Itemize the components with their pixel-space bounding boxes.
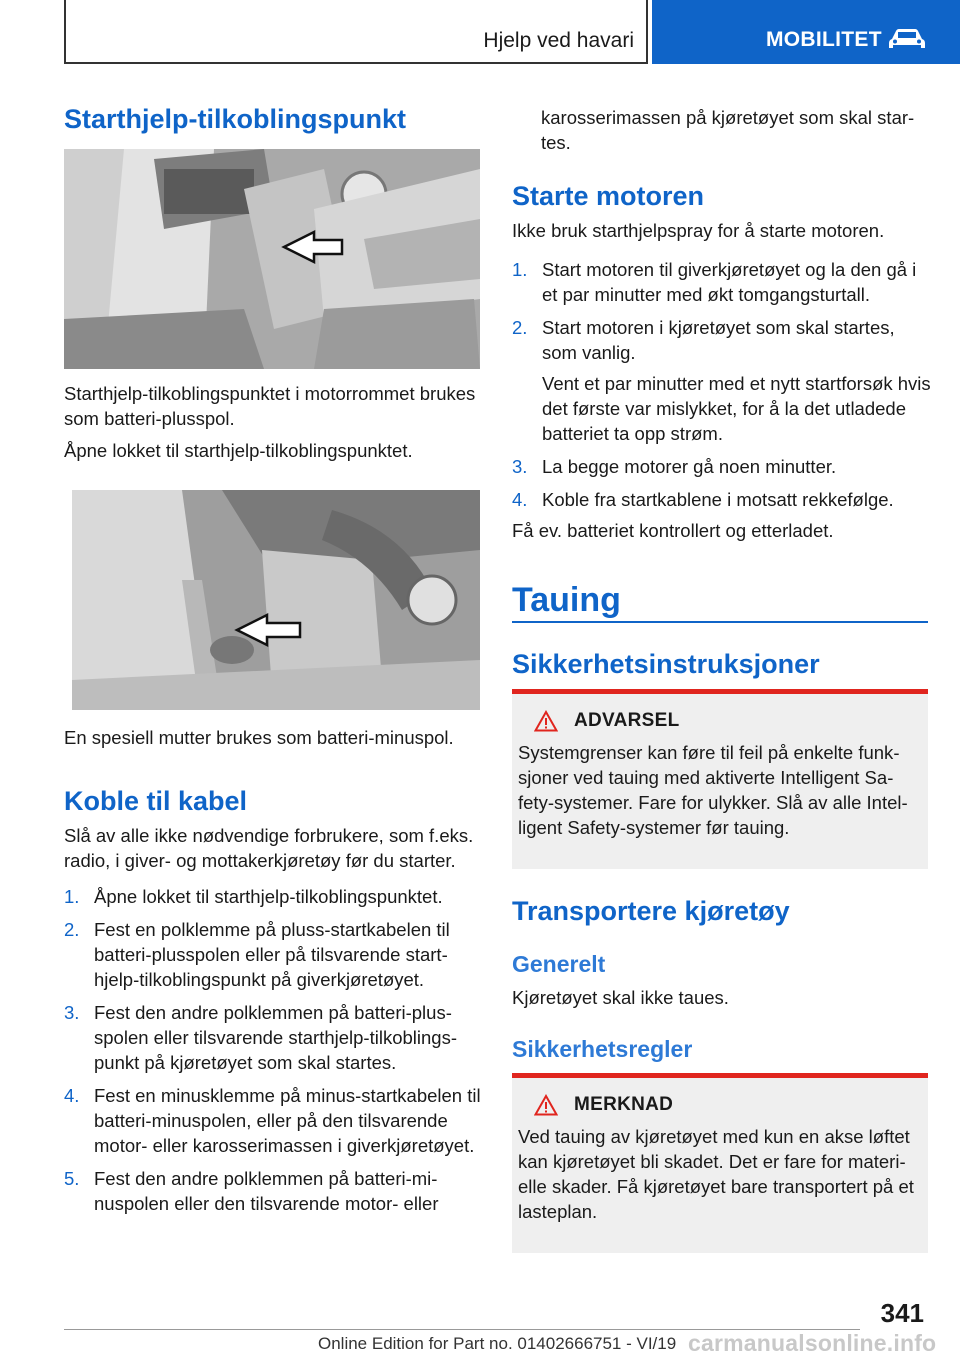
engine-photo-plus-pole — [64, 149, 480, 369]
step-number: 2. — [64, 919, 80, 940]
step-number: 4. — [512, 489, 528, 510]
list-item — [64, 1166, 482, 1216]
notice-header — [518, 1094, 922, 1116]
engine-plus-illustration — [64, 149, 480, 369]
connect-cable-heading: Koble til kabel — [64, 786, 248, 816]
connect-steps-list — [64, 884, 482, 1224]
list-item — [64, 884, 482, 909]
step-text: Fest en polklemme på pluss-startkabelen til batteri-plusspolen eller på tilsvarende starthjelp-tilkoblingspunkt på giverkjøretøyet. — [94, 919, 450, 990]
list-item — [512, 315, 932, 446]
list-item — [512, 257, 932, 307]
car-icon — [886, 26, 928, 52]
header-chapter-label: MOBILITET — [766, 28, 882, 51]
list-item — [512, 454, 932, 479]
general-heading: Generelt — [512, 951, 606, 977]
footer-edition: Online Edition for Part no. 01402666751 - VI/19 — [318, 1334, 677, 1353]
header-section-title: Hjelp ved havari — [483, 29, 634, 52]
step-text: Fest en minusklemme på minus-startkabelen til batteri-minuspolen, eller på den tilsvarende motor- eller karosserimassen i giverkjøretøyet. — [94, 1085, 481, 1156]
step-number: 3. — [512, 456, 528, 477]
step-extra-text: Vent et par minutter med et nytt startforsøk hvis det første var mislykket, for å la det utladede batteriet ta opp strøm. — [542, 373, 931, 444]
start-steps-list — [512, 257, 932, 520]
safety-rules-heading: Sikkerhetsregler — [512, 1036, 693, 1062]
step-text: Start motoren i kjøretøyet som skal startes, som vanlig. — [542, 317, 895, 363]
step-number: 1. — [512, 259, 528, 280]
step-number: 5. — [64, 1168, 80, 1189]
continued-step-text: karosserimassen på kjøretøyet som skal startes. — [541, 107, 915, 153]
engine-minus-illustration — [72, 490, 480, 710]
list-item — [64, 1083, 482, 1158]
start-after-paragraph: Få ev. batteriet kontrollert og etterladet. — [512, 520, 834, 541]
step-text: Fest den andre polklemmen på batteri-minuspolen eller den tilsvarende motor- eller — [94, 1168, 439, 1214]
jump-paragraph-2: Åpne lokket til starthjelp-tilkoblingspunktet. — [64, 440, 413, 461]
step-number: 2. — [512, 317, 528, 338]
list-item — [64, 917, 482, 992]
jump-paragraph-1: Starthjelp-tilkoblingspunktet i motorrommet brukes som batteri-plusspol. — [64, 383, 476, 429]
step-number: 1. — [64, 886, 80, 907]
notice-text: Ved tauing av kjøretøyet med kun en akse løftet kan kjøretøyet bli skadet. Det er fare for materielle skader. Få kjøretøyet bare transportert på et lasteplan. — [518, 1126, 914, 1222]
step-text: Åpne lokket til starthjelp-tilkoblingspunktet. — [94, 886, 443, 907]
warning-header — [518, 710, 922, 732]
warning-text: Systemgrenser kan føre til feil på enkelte funksjoner ved tauing med aktiverte Intelligent Safety-systemer. Fare for ulykker. Slå av alle Intelligent Safety-systemer før tauing. — [518, 742, 908, 838]
transport-vehicle-heading: Transportere kjøretøy — [512, 896, 790, 926]
connect-cable-paragraph: Slå av alle ikke nødvendige forbrukere, som f.eks. radio, i giver- og mottakerkjøretøy før du starter. — [64, 825, 474, 871]
step-text: Koble fra startkablene i motsatt rekkefølge. — [542, 489, 894, 510]
engine-photo-minus-pole — [72, 490, 480, 710]
list-item — [64, 1000, 482, 1075]
page-number: 341 — [880, 1298, 924, 1328]
warning-triangle-icon — [534, 710, 558, 732]
towing-rule — [512, 621, 928, 623]
step-number: 3. — [64, 1002, 80, 1023]
step-text: La begge motorer gå noen minutter. — [542, 456, 837, 477]
step-text: Fest den andre polklemmen på batteri-plusspolen eller tilsvarende starthjelp-tilkoblingspunkt på kjøretøyet som skal startes. — [94, 1002, 457, 1073]
towing-heading: Tauing — [512, 581, 621, 619]
jump-start-heading: Starthjelp-tilkoblingspunkt — [64, 104, 406, 134]
notice-title: MERKNAD — [574, 1094, 674, 1115]
warning-title: ADVARSEL — [574, 710, 680, 731]
step-text: Start motoren til giverkjøretøyet og la den gå i et par minutter med økt tomgangsturtall. — [542, 259, 917, 305]
start-engine-heading: Starte motoren — [512, 181, 705, 211]
watermark: carmanualsonline.info — [688, 1330, 937, 1356]
warning-triangle-icon — [534, 1094, 558, 1116]
header-section-box — [64, 0, 648, 64]
start-engine-paragraph: Ikke bruk starthjelpspray for å starte motoren. — [512, 220, 885, 241]
list-item — [512, 487, 932, 512]
minus-pole-paragraph: En spesiell mutter brukes som batteri-minuspol. — [64, 727, 454, 748]
general-paragraph: Kjøretøyet skal ikke taues. — [512, 987, 729, 1008]
notice-box — [512, 1073, 928, 1253]
safety-instructions-heading: Sikkerhetsinstruksjoner — [512, 649, 820, 679]
step-number: 4. — [64, 1085, 80, 1106]
header-chapter-tab[interactable] — [652, 0, 960, 64]
warning-box — [512, 689, 928, 869]
